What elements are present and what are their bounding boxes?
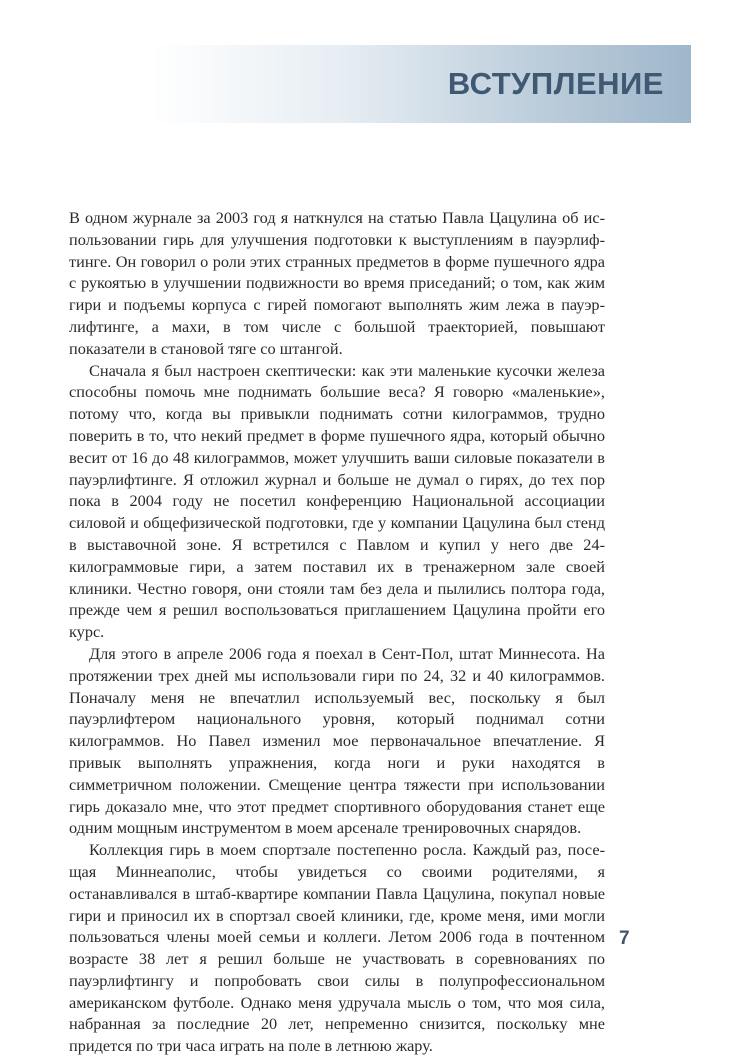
paragraph-3: Для этого в апреле 2006 года я поехал в Сент-Пол, штат Миннесота. На протяжении трех дней мы использовали гири по 24, 32 и 40 килограммов. Поначалу меня не впечатлил используемый вес, поскольку я был пауэрлифтером национального уровня, который поднимал сотни килограммов. Но Павел изменил мое первоначальное впечатление. Я привык выполнять упражнения, когда ноги и руки находятся в симметричном положении. Смещение центра тяжести при использовании гирь доказало мне, что этот предмет спортивного оборудования станет еще одним мощным инструментом в моем арсенале тренировочных снарядов. <box>69 643 605 838</box>
paragraph-2: Сначала я был настроен скептически: как эти маленькие кусочки железа способны помочь мне поднимать большие веса? Я говорю «маленькие», потому что, когда вы привыкли поднимать сотни килограммов, трудно поверить в то, что некий предмет в форме пушечного ядра, который обычно весит от 16 до 48 килограммов, может улучшить ваши силовые показатели в пауэрлифтинге. Я отложил журнал и больше не думал о гирях, до тех пор пока в 2004 году не посетил конференцию Национальной ассоциации силовой и общефизической подготовки, где у компании Цацулина был стенд в выставочной зоне. Я встретился с Павлом и купил у него две 24-килограммовые гири, а затем поставил их в тренажерном зале своей клиники. Честно говоря, они стояли там без дела и пылились полтора года, прежде чем я решил воспользоваться приглашением Цацулина пройти его курс. <box>69 360 605 642</box>
page-number: 7 <box>619 928 630 949</box>
chapter-title: ВСТУПЛЕНИЕ <box>447 66 664 101</box>
paragraph-1: В одном журнале за 2003 год я наткнулся на статью Павла Цацулина об использовании гирь для улучшения подготовки к выступлениям в пауэрлифтинге. Он говорил о роли этих странных предметов в форме пушечного ядра с рукоятью в улучшении подвижности во время приседаний; о том, как жим гири и подъемы корпуса с гирей помогают выполнять жим лежа в пауэрлифтинге, а махи, в том числе с большой траекторией, повышают показатели в становой тяге со штангой. <box>69 208 605 358</box>
paragraph-4: Коллекция гирь в моем спортзале постепенно росла. Каждый раз, посещая Миннеаполис, чтобы увидеться со своими родителями, я останавливался в штаб-квартире компании Павла Цацулина, покупал новые гири и приносил их в спортзал своей клиники, где, кроме меня, ими могли пользоваться члены моей семьи и коллеги. Летом 2006 года в почтенном возрасте 38 лет я решил больше не участвовать в соревнованиях по пауэрлифтингу и попробовать свои силы в полупрофессиональном американском футболе. Однако меня удручала мысль о том, что моя сила, набранная за последние 20 лет, непременно снизится, поскольку мне придется по три часа играть на поле в летнюю жару. <box>69 840 605 1056</box>
body-text <box>69 207 605 1057</box>
